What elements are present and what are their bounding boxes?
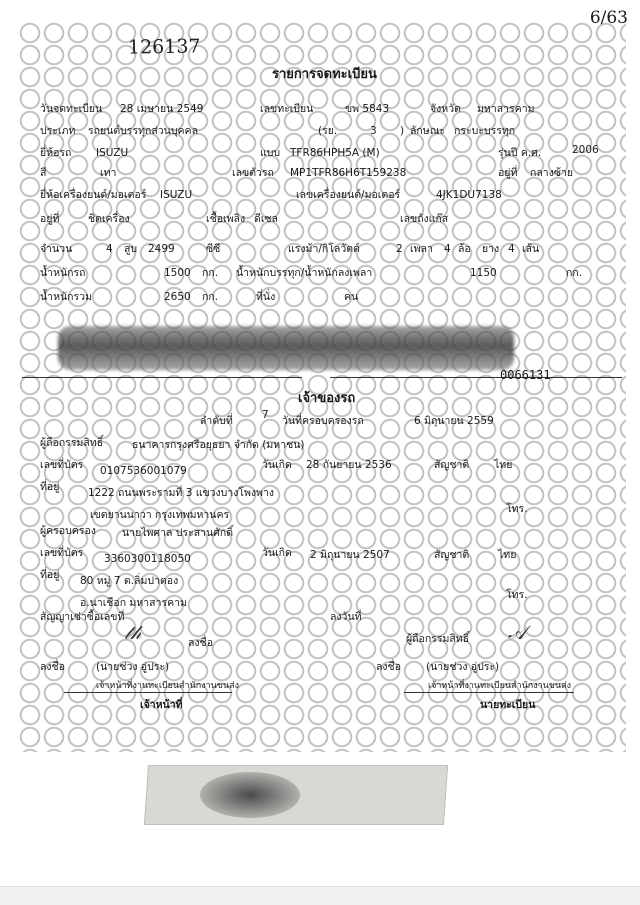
possessor-address-1: 80 หมู่ 7 ต.ลิ่มปาตอง bbox=[80, 575, 179, 587]
serial-stamp: 0066131 bbox=[500, 368, 551, 382]
tire-label: ยาง bbox=[482, 243, 500, 255]
chassis-loc-label: อยู่ที่ bbox=[498, 167, 518, 179]
weight-label: น้ำหนักรถ bbox=[40, 267, 86, 279]
engine-brand: ISUZU bbox=[160, 189, 193, 201]
tape-smudge bbox=[200, 772, 300, 818]
owner-nat: ไทย bbox=[494, 459, 513, 471]
engine-brand-label: ยี่ห้อเครื่องยนต์/มอเตอร์ bbox=[40, 189, 147, 201]
handwritten-code: 126137 bbox=[127, 35, 201, 59]
seat-label: ที่นั่ง bbox=[256, 291, 276, 303]
owner-id: 0107536001079 bbox=[100, 465, 187, 477]
redacted-smudge bbox=[58, 326, 514, 370]
possessor-dob-label: วันเกิด bbox=[262, 547, 292, 559]
chassis-label: เลขตัวรถ bbox=[232, 167, 274, 179]
order-label: ลำดับที่ bbox=[200, 415, 233, 427]
gas-label: เลขถังแก๊ส bbox=[400, 213, 449, 225]
tire: 4 bbox=[508, 243, 515, 255]
engine-no-label: เลขเครื่องยนต์/มอเตอร์ bbox=[296, 189, 401, 201]
owner-name: ธนาคารกรุงศรีอยุธยา จำกัด (มหาชน) bbox=[132, 439, 305, 451]
owner-id-label: เลขที่บัตร bbox=[40, 459, 84, 471]
wheel: 4 bbox=[444, 243, 451, 255]
year: 2006 bbox=[572, 144, 599, 156]
model-label: แบบ bbox=[260, 147, 281, 159]
section-divider-right bbox=[330, 377, 622, 378]
owner-address-2: เขตยานนาวา กรุงเทพมหานคร bbox=[90, 509, 230, 521]
right-sign-label: ลงชื่อ bbox=[376, 661, 401, 673]
possessor-id-label: เลขที่บัตร bbox=[40, 547, 84, 559]
left-signature-image: 𝓉𝒽 bbox=[124, 622, 142, 644]
weight: 1500 bbox=[164, 267, 191, 279]
possessor-dob: 2 มิถุนายน 2507 bbox=[310, 549, 390, 561]
possessor-nat-label: สัญชาติ bbox=[434, 549, 470, 561]
possessor-name: นายไพศาล ประสานศักดิ์ bbox=[122, 527, 234, 539]
owner-address-1: 1222 ถนนพระรามที่ 3 แขวงบางโพงพาง bbox=[88, 487, 274, 499]
wheel-label: ล้อ bbox=[458, 243, 471, 255]
fuel-label: เชื้อเพลิง bbox=[206, 213, 246, 225]
province: มหาสารคาม bbox=[477, 103, 535, 115]
qty: 4 bbox=[106, 243, 113, 255]
total-label: น้ำหนักรวม bbox=[40, 291, 92, 303]
color-label: สี bbox=[40, 167, 47, 179]
right-sign-line bbox=[404, 692, 574, 693]
cyl-label: สูบ bbox=[124, 243, 138, 255]
ry-value: 3 bbox=[370, 125, 377, 137]
fuel: ดีเซล bbox=[254, 213, 278, 225]
possessor-nat: ไทย bbox=[498, 549, 517, 561]
type-label: ประเภท bbox=[40, 125, 76, 137]
left-sign-line bbox=[64, 692, 232, 693]
reg-date: 28 เมษายน 2549 bbox=[120, 103, 204, 115]
province-label: จังหวัด bbox=[430, 103, 461, 115]
seat-unit: คน bbox=[344, 291, 359, 303]
qty-label: จำนวน bbox=[40, 243, 73, 255]
left-role: เจ้าหน้าที่ bbox=[140, 699, 183, 711]
brand: ISUZU bbox=[96, 147, 129, 159]
owner-tel-label: โทร. bbox=[506, 503, 528, 515]
reg-no: ขพ 5843 bbox=[345, 103, 390, 115]
owner-addr-label: ที่อยู่ bbox=[40, 481, 60, 493]
owner-dob: 28 กันยายน 2536 bbox=[306, 459, 392, 471]
brand-label: ยี่ห้อรถ bbox=[40, 147, 72, 159]
reg-no-label: เลขทะเบียน bbox=[260, 103, 314, 115]
ry-label: (รย. bbox=[318, 125, 338, 137]
total-unit: กก. bbox=[202, 291, 219, 303]
cc: 2499 bbox=[148, 243, 175, 255]
order-no: 7 bbox=[262, 409, 269, 421]
axle: 2 bbox=[396, 243, 403, 255]
right-role: นายทะเบียน bbox=[480, 699, 536, 711]
chassis-no: MP1TFR86H6T159238 bbox=[290, 167, 407, 179]
right-owner-label: ผู้ถือกรรมสิทธิ์ bbox=[406, 633, 470, 645]
owner-label: ผู้ถือกรรมสิทธิ์ bbox=[40, 437, 104, 449]
right-signer-name: (นายช่วง อู่ประ) bbox=[426, 661, 500, 673]
contract-label: สัญญาเช่าซื้อเลขที่ bbox=[40, 611, 125, 623]
tire-unit: เส้น bbox=[522, 243, 540, 255]
left-sign-label-top: ลงชื่อ bbox=[188, 637, 213, 649]
possessor-id: 3360300118050 bbox=[104, 553, 191, 565]
load-label: น้ำหนักบรรทุก/น้ำหนักลงเพลา bbox=[236, 267, 373, 279]
load-unit: กก. bbox=[566, 267, 583, 279]
color: เทา bbox=[100, 167, 117, 179]
right-signer-title: เจ้าหน้าที่งานทะเบียนสำนักงานขนส่ง bbox=[428, 681, 571, 691]
ry-close: ) bbox=[400, 125, 405, 137]
possessor-address-2: อ.นาเชือก มหาสารคาม bbox=[80, 597, 187, 609]
engine-loc: ชิดเครื่อง bbox=[88, 213, 130, 225]
owner-dob-label: วันเกิด bbox=[262, 459, 292, 471]
possessor-addr-label: ที่อยู่ bbox=[40, 569, 60, 581]
left-signer-title: เจ้าหน้าที่งานทะเบียนสำนักงานขนส่ง bbox=[96, 681, 239, 691]
possession-date: 6 มิถุนายน 2559 bbox=[414, 415, 494, 427]
owner-nat-label: สัญชาติ bbox=[434, 459, 470, 471]
scan-bottom-edge bbox=[0, 886, 640, 905]
load: 1150 bbox=[470, 267, 497, 279]
contract-date-label: ลงวันที่ bbox=[330, 611, 362, 623]
engine-no: 4JK1DU7138 bbox=[436, 189, 502, 201]
model: TFR86HPH5A (M) bbox=[290, 147, 380, 159]
vehicle-type: รถยนต์บรรทุกส่วนบุคคล bbox=[88, 125, 198, 137]
weight-unit: กก. bbox=[202, 267, 219, 279]
possessor-label: ผู้ครอบครอง bbox=[40, 525, 96, 537]
char-label: ลักษณะ bbox=[410, 125, 446, 137]
left-sign-label: ลงชื่อ bbox=[40, 661, 65, 673]
cc-label: ซีซี bbox=[206, 243, 221, 255]
year-label: รุ่นปี ค.ศ. bbox=[498, 147, 542, 159]
axle-label: เพลา bbox=[410, 243, 433, 255]
chassis-loc: กลางซ้าย bbox=[530, 167, 573, 179]
left-signer-name: (นายช่วง อู่ประ) bbox=[96, 661, 170, 673]
page-title: รายการจดทะเบียน bbox=[272, 67, 377, 82]
possession-date-label: วันที่ครอบครองรถ bbox=[282, 415, 364, 427]
possessor-tel-label: โทร. bbox=[506, 589, 528, 601]
right-signature-image: 𝒜 bbox=[508, 622, 526, 644]
page-number-note: 6/63 bbox=[589, 8, 628, 28]
reg-date-label: วันจดทะเบียน bbox=[40, 103, 103, 115]
vehicle-char: กระบะบรรทุก bbox=[454, 125, 516, 137]
section-divider-left bbox=[22, 377, 302, 378]
total: 2650 bbox=[164, 291, 191, 303]
owner-section-title: เจ้าของรถ bbox=[298, 391, 356, 406]
engine-loc-label: อยู่ที่ bbox=[40, 213, 60, 225]
hp-label: แรงม้า/กิโลวัตต์ bbox=[288, 243, 360, 255]
